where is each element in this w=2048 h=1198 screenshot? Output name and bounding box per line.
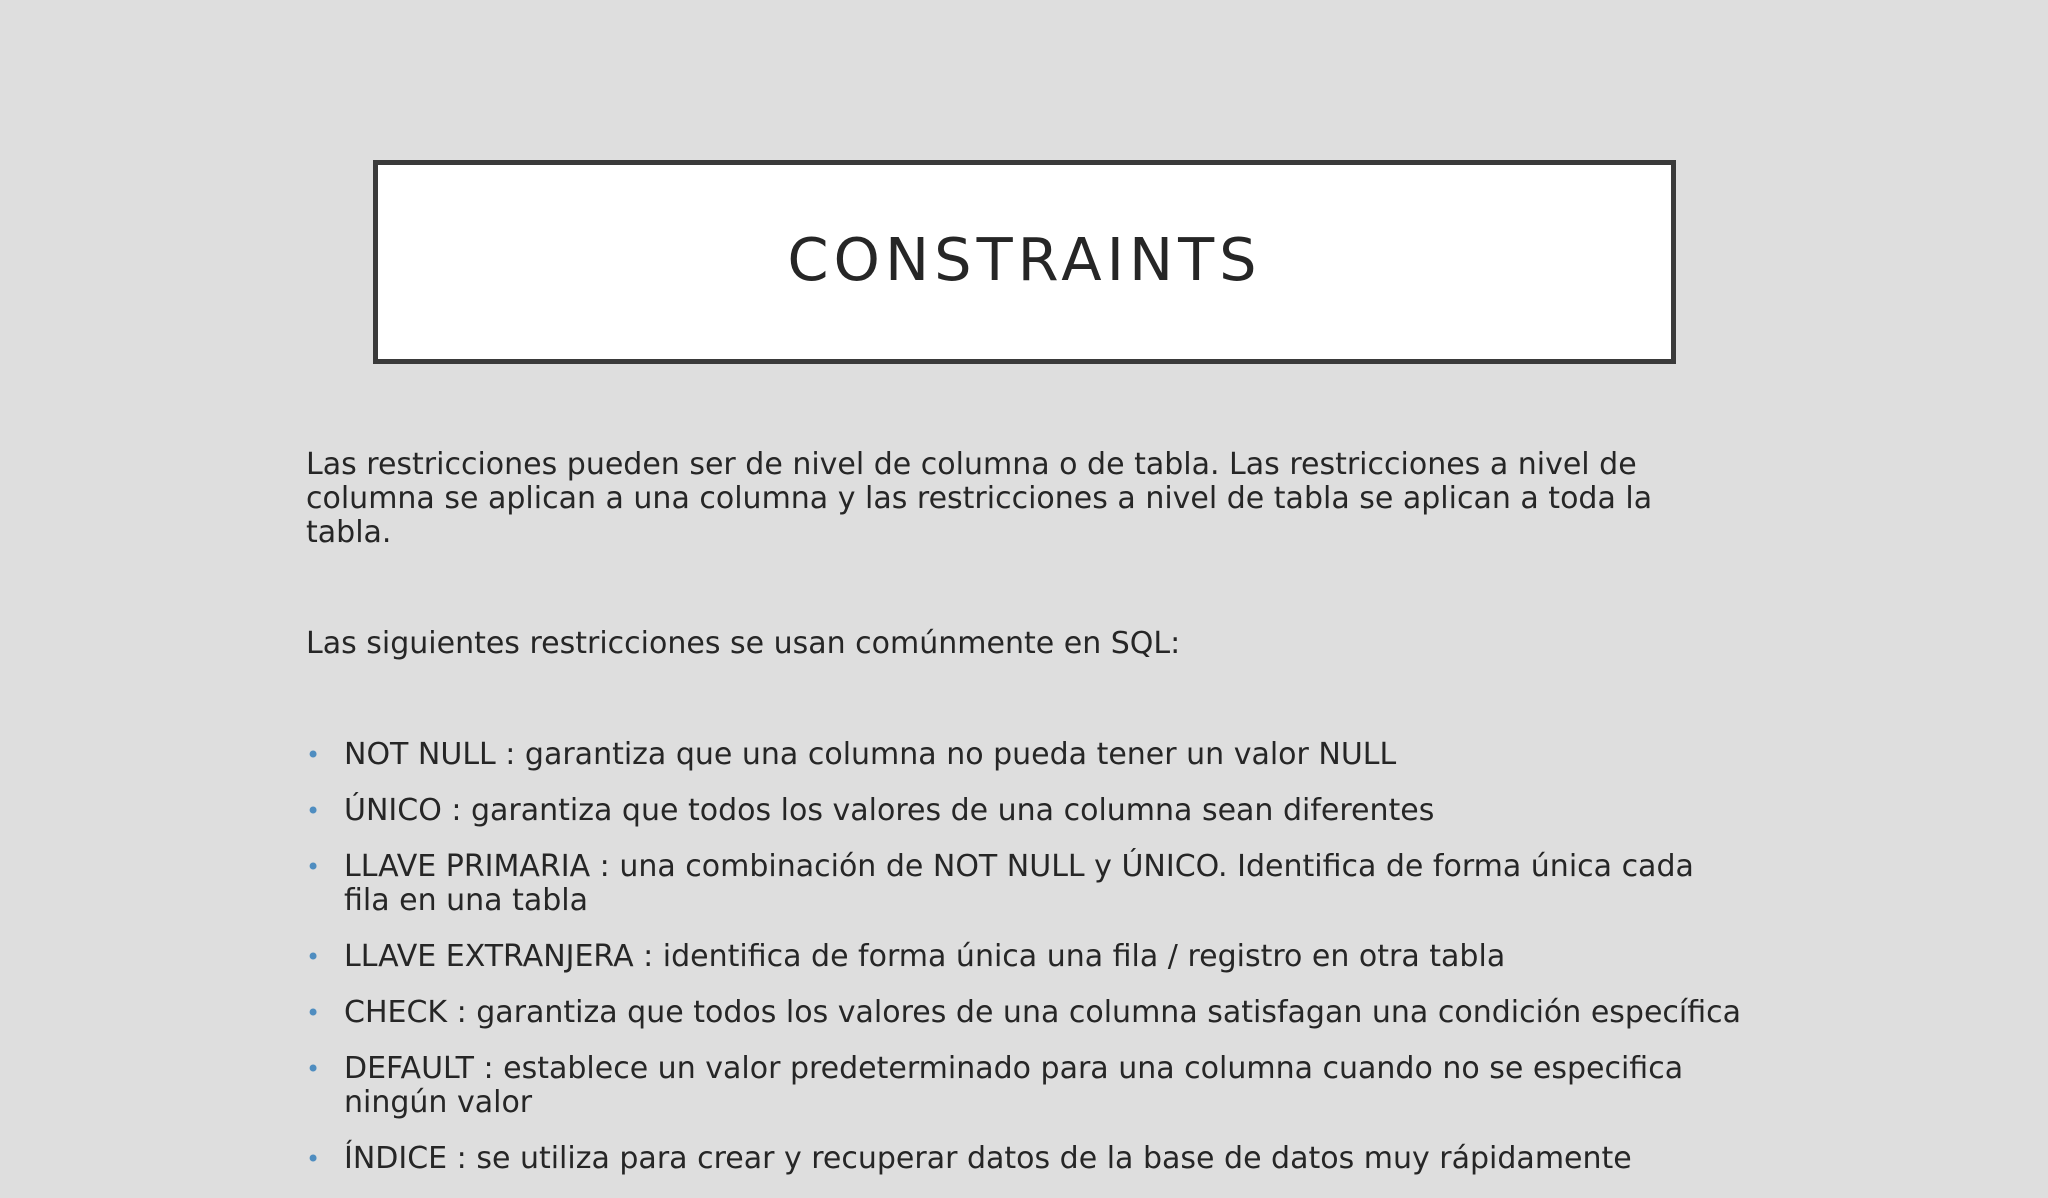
bullet-icon: • [306, 943, 321, 971]
list-item-llave-primaria [306, 850, 1746, 918]
list-item-unico [306, 794, 1746, 828]
list-item-check [306, 996, 1746, 1030]
bullet-icon: • [306, 999, 321, 1027]
list-item-text: ÚNICO : garantiza que todos los valores de una columna sean diferentes [344, 793, 1435, 828]
list-item-text: LLAVE EXTRANJERA : identifica de forma única una fila / registro en otra tabla [344, 939, 1506, 974]
bullet-icon: • [306, 1145, 321, 1173]
intro-paragraph: Las restricciones pueden ser de nivel de columna o de tabla. Las restricciones a nivel de columna se aplican a una columna y las restricciones a nivel de tabla se aplican a toda la tabla. [306, 447, 1653, 550]
list-item-indice [306, 1142, 1746, 1176]
list-item-default [306, 1052, 1746, 1120]
list-item-text: NOT NULL : garantiza que una columna no pueda tener un valor NULL [344, 737, 1397, 772]
title-box [373, 160, 1676, 364]
list-item-text: ÍNDICE : se utiliza para crear y recuperar datos de la base de datos muy rápidamente [344, 1141, 1632, 1176]
bullet-icon: • [306, 853, 321, 881]
list-item-text: LLAVE PRIMARIA : una combinación de NOT NULL y ÚNICO. Identifica de forma única cada fila en una tabla [344, 849, 1694, 918]
list-item-llave-extranjera [306, 940, 1746, 974]
list-intro-paragraph: Las siguientes restricciones se usan comúnmente en SQL: [306, 626, 1181, 661]
bullet-icon: • [306, 741, 321, 769]
bullet-icon: • [306, 1055, 321, 1083]
list-item-text: DEFAULT : establece un valor predeterminado para una columna cuando no se especifica ningún valor [344, 1051, 1684, 1120]
bullet-icon: • [306, 797, 321, 825]
list-item-text: CHECK : garantiza que todos los valores de una columna satisfagan una condición específica [344, 995, 1742, 1030]
list-item-not-null [306, 738, 1746, 772]
slide-title: CONSTRAINTS [787, 224, 1262, 294]
constraints-list [306, 738, 1746, 1176]
slide-content [306, 448, 1746, 1198]
